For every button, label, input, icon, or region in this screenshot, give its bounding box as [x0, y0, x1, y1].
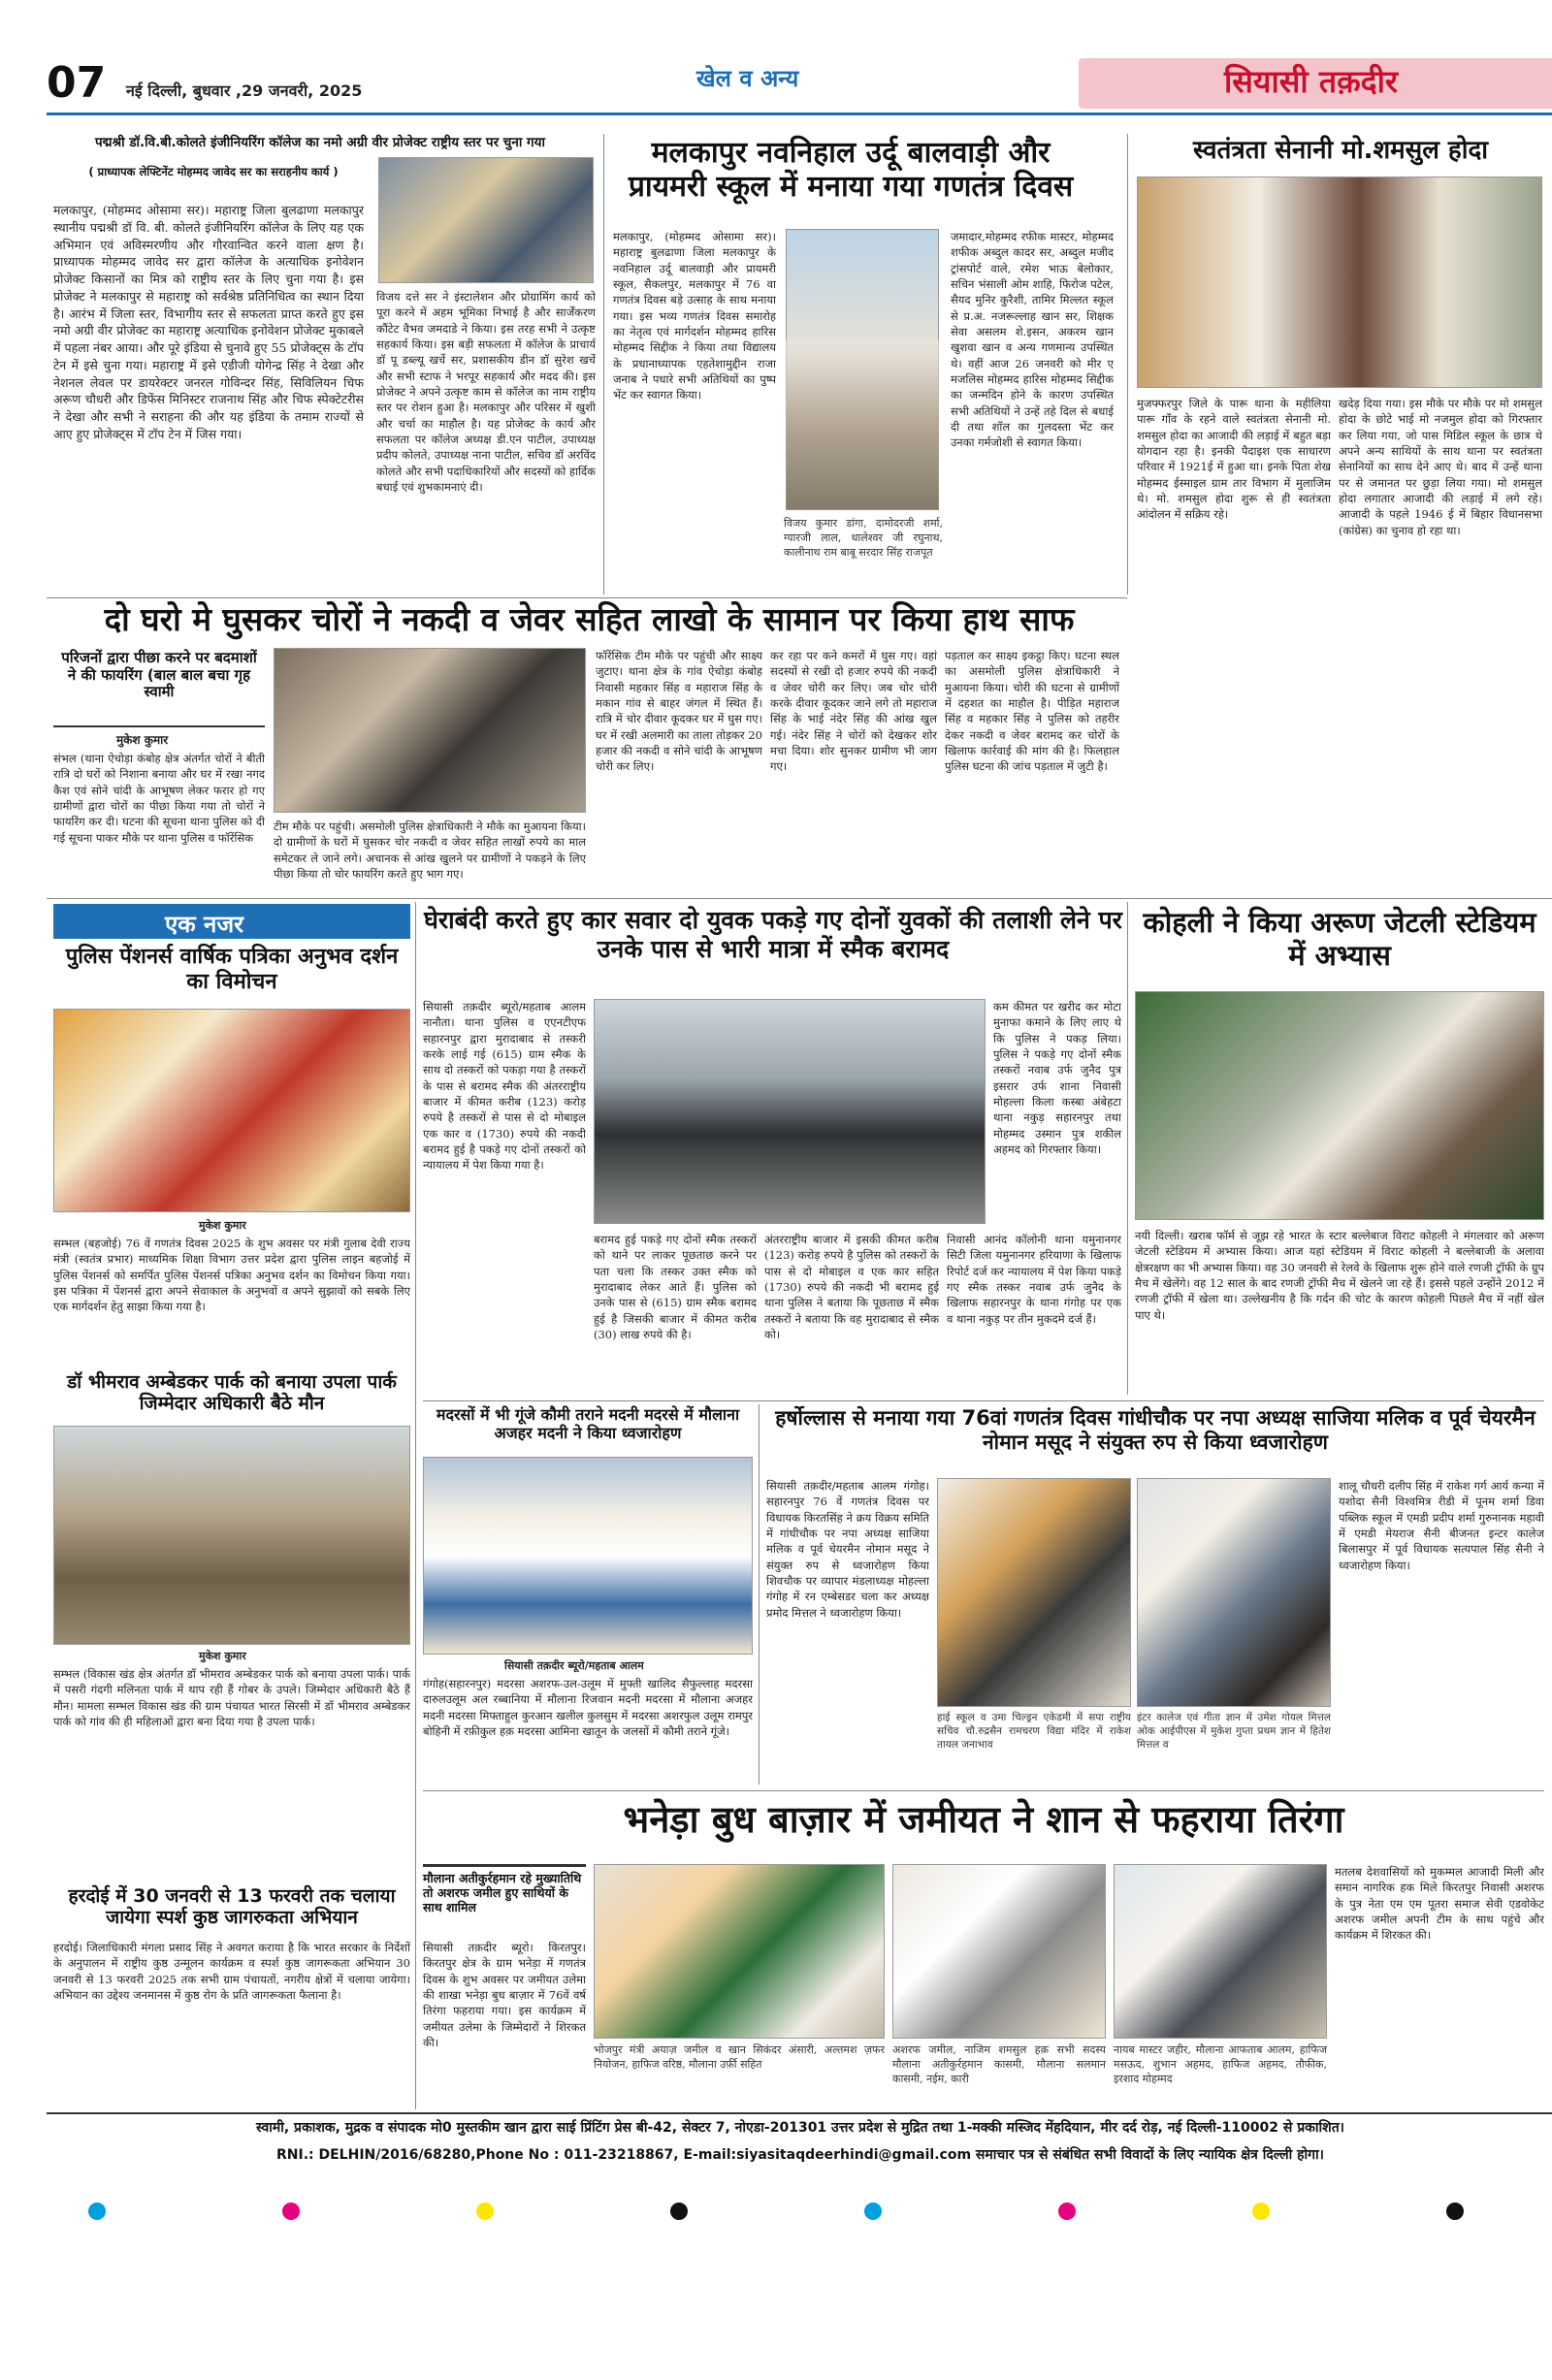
article9-caption3: नायब मास्टर जहीर, मौलाना आफताब आलम, हाफिज मसऊद, शुभान अहमद, हाफिज अहमद, तौफीक, इरशाद मोहम्मद: [1114, 2043, 1327, 2085]
article1-body-col1: मलकापुर, (मोहम्मद ओसामा सर)। महाराष्ट्र जिला बुलढाणा मलकापुर स्थानीय पद्मश्री डॉ वि. बी. कोलते इंजीनियरिंग कॉलेज के लिए यह एक अभिमान एवं अविस्मरणीय और गौरवान्वित करने वाला क्षण है। प्राध्यापक मोहम्मद जावेद सर द्वारा कॉलेज के अत्याधिक इनोवेशन प्रोजेक्ट किसानों का मित्र को राष्ट्रीय स्तर के लिए चुना गया है। इस प्रोजेक्ट ने मलकापुर से महाराष्ट्र को सर्वश्रेष्ठ प्रतिनिधित्व का स्थान दिया है। आरंभ में जिला स्तर, विभागीय स्तर से सफलता प्राप्त करते हुए इस नमो अग्री वीर प्रोजेक्ट का महाराष्ट्र अत्याधिक इनोवेशन प्रोजेक्ट मुकाबले में पहला नंबर आया। और पूरे इंडिया से चुनावे हुए 55 प्रोजेक्ट्स के टॉप टेन में इसे चुना गया। महाराष्ट्र में इसे एडीजी योगेन्द्र सिंह ने देखा और नेशनल लेवल पर डायरेक्टर जनरल गोविन्दर सिंह, सिविलियन चिफ अरूण चौधरी और डिफेंस मिनिस्टर राजनाथ सिंह और चिफ स्पेक्टेटरीस ने देखा और सभी ने सराहना की और यह इंडिया के तमाम राज्यों से आए हुए प्रोजेक्ट्स में टॉप टेन में जिस गया।: [53, 203, 364, 441]
article3-body-col2: खदेड़ दिया गया। इस मौके पर मौके पर मो शमसुल होदा के छोटे भाई मो नजमुल होदा को गिरफ्तार कर लिया गया, जो पास मिडिल स्कूल के छात्र थे अपने अन्य साथियों के साथ थाना पर स्वतंत्रता सेनानियों का साथ देने आए थे। बाद में उन्हें थाना पर से जमानत पर छुड़ा लिया गया। मो शमसुल होदा लगातार आजादी की लड़ाई में लगे रहे। आजादी के पहले 1946 ई में बिहार विधानसभा (कांग्रेस) का चुनाव हो रहा था।: [1339, 397, 1542, 537]
article3-body-col1: मुजफ्फरपुर जिले के पारू थाना के महीलिया पारू गाँव के रहने वाले स्वतंत्रता सेनानी मो. शमसुल होदा का आजादी की लड़ाई में बहुत बड़ा योगदान रहा है। इनकी पैदाइश एक साधारण परिवार में 1921ई में हुआ था। इनके पिता शेख मोहम्मद ईस्माइल ग्राम तार विभाग में मुलाजिम थे। मो. शमसुल होदा शुरू से ही स्वतंत्रता आंदोलन में सक्रिय रहे।: [1137, 397, 1331, 522]
ek-nazar-byline2: मुकेश कुमार: [199, 1650, 246, 1662]
divider: [423, 1790, 1544, 1791]
footer-rni: RNI.: DELHIN/2016/68280,Phone No : 011-23218867, E-mail:siyasitaqdeerhindi@gmail.com समाचार पत्र से संबंधित सभी विवादों के लिए न्यायिक क्षेत्र दिल्ली होगा।: [276, 2147, 1324, 2163]
divider: [423, 1400, 1544, 1401]
article2-photo2: [786, 339, 939, 510]
divider: [47, 597, 1127, 598]
article5-body-col2: कम कीमत पर खरीद कर मोटा मुनाफा कमाने के लिए लाए थे कि पुलिस ने पकड़ लिया। पुलिस ने पकड़े गए दोनों स्मैक तस्करों नवाब उर्फ जुनैद पुत्र इसरार उर्फ शाना निवासी मोहल्ला किला कस्बा अंबेहटा थाना नकुड़ सहारनपुर तथा मोहम्मद उस्मान पुत्र शकील अहमद को गिरफ्तार किया।: [993, 1000, 1121, 1156]
article9-photo1: [594, 1864, 885, 2039]
article4-photo: [274, 648, 586, 813]
article4-body-col1: संभल (थाना ऐचोड़ा कंबोह क्षेत्र अंतर्गत चोरों ने बीती रात्रि दो घरों को निशाना बनाया और घर में रखा नगद कैश एवं सोने चांदी के आभूषण लेकर फरार हो गए ग्रामीणों द्वारा चोरों का पीछा किया गया तो चोरों ने फायरिंग कर दी। घटना की सूचना थाना पुलिस को दी गई सूचना पाकर मौके पर थाना पुलिस व फॉरेंसिक: [53, 752, 265, 845]
ek-nazar-photo1: [53, 1009, 410, 1212]
article5-body-col5: निवासी आनंद कॉलोनी थाना यमुनानगर सिटी जिला यमुनानगर हरियाणा के खिलाफ रिपोर्ट दर्ज कर न्यायालय में पेश किया पकड़े गए स्मैक तस्कर नवाब उर्फ जुनैद के खिलाफ सहारनपुर के थाना गंगोह पर एक व थाना नकुड़ पर तीन मुकदमे दर्ज हैं।: [947, 1233, 1121, 1326]
article7-headline: मदरसों में भी गूंजे कौमी तराने मदनी मदरसे में मौलाना अजहर मदनी ने किया ध्वजारोहण: [436, 1405, 740, 1442]
article9-headline: भनेड़ा बुध बाज़ार में जमीयत ने शान से फहराया तिरंगा: [623, 1798, 1344, 1841]
article9-sidebar-title: मौलाना अतीकुर्रहमान रहे मुख्यातिथि तो अशरफ जमील हुए साथियों के साथ शामिल: [423, 1871, 582, 1914]
article4-byline: मुकेश कुमार: [116, 733, 169, 747]
header-rule: [47, 113, 1552, 115]
article5-headline: घेराबंदी करते हुए कार सवार दो युवक पकड़े गए दोनों युवकों की तलाशी लेने पर उनके पास से भारी मात्रा में स्मैक बरामद: [424, 906, 1122, 963]
article3-headline: स्वतंत्रता सेनानी मो.शमसुल होदा: [1192, 136, 1489, 165]
masthead-bar: [0, 0, 1552, 114]
page-number: 07: [47, 58, 107, 108]
article5-body-col4: अंतरराष्ट्रीय बाजार में इसकी कीमत करीब (123) करोड़ रुपये है पुलिस को तस्करों के पास से दो मोबाइल व एक कार सहित (1730) रुपये की नकदी भी बरामद हुई थाना पुलिस ने बताया कि पूछताछ में स्मैक तस्करों ने बताया कि वह मुरादाबाद से स्मैक को।: [764, 1233, 939, 1341]
ek-nazar-headline3: हरदोई में 30 जनवरी से 13 फरवरी तक चलाया जायेगा स्पर्श कुष्ठ जागरुकता अभियान: [68, 1885, 396, 1929]
divider: [415, 902, 416, 2109]
ek-nazar-headline2: डॉ भीमराव अम्बेडकर पार्क को बनाया उपला पार्क जिम्मेदार अधिकारी बैठे मौन: [67, 1371, 397, 1415]
print-registration-strip: [0, 2182, 1552, 2240]
article8-caption2: इंटर कालेज एवं गीता ज्ञान में उमेश गोयल मित्तल ओक आईपीएस में मुकेश गुप्ता प्रथम ज्ञान में हितेश मित्तल व: [1137, 1712, 1331, 1751]
article8-photo1: [937, 1478, 1131, 1707]
article9-caption1: भोजपुर मंत्री अयाज़ जमील व खान सिकंदर अंसारी, अल्तमश ज़फर नियोजन, हाफिज वरिष्ठ, मौलाना उर्फ़ी सहित: [594, 2043, 885, 2071]
ek-nazar-tag-label: एक नजर: [165, 911, 244, 938]
article9-body1: सियासी तक़दीर ब्यूरो। किरतपुर। किरतपुर क्षेत्र के ग्राम भनेड़ा में गणतंत्र दिवस के शुभ अवसर पर जमीयत उलेमा की शाखा भनेड़ा बुध बाज़ार में 76वें वर्ष तिरंगा फहराया गया। इस कार्यक्रम में जमीयत उलेमा के जिम्मेदारों ने शिरकत की।: [423, 1941, 586, 2049]
article8-headline: हर्षोल्लास से मनाया गया 76वां गणतंत्र दिवस गांधीचौक पर नपा अध्यक्ष साजिया मलिक व पूर्व चेयरमैन नोमान मसूद ने संयुक्त रुप से किया ध्वजारोहण: [775, 1406, 1536, 1454]
ek-nazar-byline1: मुकेश कुमार: [199, 1219, 246, 1232]
article5-body-col3: बरामद हुई पकड़े गए दोनों स्मैक तस्करों को थाने पर लाकर पूछताछ करने पर पता चला कि तस्कर उक्त स्मैक को मुरादाबाद लेकर आते हैं। पुलिस को उनके पास से (615) ग्राम स्मैक बरामद हुई है जिसकी बाजार में कीमत करीब (30) लाख रुपये की है।: [594, 1233, 757, 1341]
article8-photo2: [1137, 1478, 1331, 1707]
article8-body2: शालू चौधरी दलीप सिंह में राकेश गर्ग आर्य कन्या में यशोदा सैनी विश्वमित्र रीडी में पूनम शर्मा डिवा पब्लिक स्कूल में एमडी प्रदीप शर्मा गुरुनानक महावी में एमडी मेयराज सैनी बीजनत इन्टर कालेज बिलासपुर में पूर्व विधायक सत्यपाल सिंह सैनी ने ध्वजारोहण किया।: [1339, 1479, 1544, 1572]
footer-imprint: स्वामी, प्रकाशक, मुद्रक व संपादक मो0 मुस्तकीम खान द्वारा साई प्रिंटिंग प्रेस बी-42, सेक्टर 7, नोएडा-201301 उत्तर प्रदेश से मुद्रित तथा 1-मक्की मस्जिद मेंहदियान, मीर दर्द रोड़, नई दिल्ली-110002 से प्रकाशित।: [256, 2120, 1344, 2136]
article2-body-col1: मलकापुर, (मोहम्मद ओसामा सर)। महाराष्ट्र बुलढाणा जिला मलकापुर के नवनिहाल उर्दू बालवाड़ी और प्रायमरी स्कूल, सैकलपुर, मलकापुर में 76 वा गणतंत्र दिवस बड़े उत्साह के साथ मनाया गया। इस भव्य गणतंत्र दिवस समारोह का नेतृत्व एवं मार्गदर्शन मोहम्मद हारिस मोहम्मद सिद्दीक ने किया तथा विद्यालय के प्रधानाध्यापक एहतेशामुद्दीन राजा जनाब ने पधारे सभी अतिथियों का पुष्प भेंट कर स्वागत किया।: [613, 230, 776, 402]
ek-nazar-headline1: पुलिस पेंशनर्स वार्षिक पत्रिका अनुभव दर्शन का विमोचन: [65, 945, 399, 994]
section-label: खेल व अन्य: [696, 65, 799, 92]
article4-headline: दो घरो मे घुसकर चोरों ने नकदी व जेवर सहित लाखो के सामान पर किया हाथ साफ: [104, 600, 1075, 638]
article1-photo: [378, 157, 594, 283]
brand-name: सियासी तक़दीर: [1224, 63, 1399, 100]
article8-caption1: हाई स्कूल व उमा चिल्ड्रन एकेडमी में सपा राष्ट्रीय सचिव चौ.रुद्रसैन रामचरण विद्या मंदिर में राकेश तायल जनाभाव: [937, 1712, 1131, 1751]
divider: [1127, 134, 1128, 595]
article7-photo: [423, 1457, 753, 1655]
article1-body-col2: विजय दत्ते सर ने इंस्टालेशन और प्रोग्रामिंग कार्य को पूरा करने में अहम भूमिका निभाई है और सार्जेंकरण कौंटेट वैभव जमदाडे ने किया। इस तरह सभी ने उत्कृष्ट सहकार्य किया। इस बड़ी सफलता में कॉलेज के प्राचार्य डॉ पू डब्ल्यू खर्चे सर, प्रशासकीय डीन डॉ सुरेश खर्चे और सभी स्टाफ ने भरपूर सहकार्य और मदद की। इस प्रोजेक्ट ने अपने उत्कृष्ट काम से कॉलेज का नाम राष्ट्रीय स्तर पर रोशन हुआ है। मलकापुर और परिसर में खुशी और चर्चा का माहौल है। यह प्रोजेक्ट के कार्य और सफलता पर कॉलेज अध्यक्ष डी.एन पाटील, उपाध्यक्ष प्रदीप कोलते, उपाध्यक्ष नाना पाटील, सचिव डॉ अरविंद कोलते और सभी पदाधिकारियों और सदस्यों को हार्दिक बधाई एवं शुभकामनाएं दी।: [376, 290, 596, 494]
ek-nazar-body1: सम्भल (बहजोई) 76 वें गणतंत्र दिवस 2025 के शुभ अवसर पर मंत्री गुलाब देवी राज्य मंत्री (स्वतंत्र प्रभार) माध्यमिक शिक्षा विभाग उत्तर प्रदेश द्वारा पुलिस लाइन बहजोई में पुलिस पेंशनर्स को समर्पित पुलिस पेंशनर्स पत्रिका अनुभव दर्शन का विमोचन किया गया। इस पत्रिका में पेंशनर्स द्वारा अपने सेवाकाल के अनुभवों व अपने सुझावों को सबके लिए एक मार्गदर्शन हेतु साझा किया गया है।: [53, 1237, 410, 1314]
article2-photo-caption: विजय कुमार डांगा, दामोदरजी शर्मा, ग्यारजी लाल, धालेश्वर जी रघुनाथ, कालीनाथ राम बाबू सरदार सिंह राजपूत: [784, 517, 943, 559]
article7-caption: सियासी तक़दीर ब्यूरो/महताब आलम: [504, 1659, 644, 1672]
article5-body-col1: सियासी तक़दीर ब्यूरो/महताब आलम नानौता। थाना पुलिस व एएनटीएफ सहारनपुर द्वारा मुरादाबाद से तस्करी करके लाई गई (615) ग्राम स्मैक के साथ दो तस्करों को पकड़ा गया है तस्करों के पास से बरामद स्मैक की अंतरराष्ट्रीय बाजार में कीमत करीब (123) करोड़ रुपये है तस्करों से पास से दो मोबाइल एक कार व (1730) रुपये की नकदी बरामद हुई है पकड़े गए दोनों तस्करों को न्यायालय में पेश किया गया है।: [423, 1000, 586, 1173]
article9-photo2: [892, 1864, 1106, 2039]
article9-body2: मतलब देशवासियों को मुकम्मल आजादी मिली और समान नागरिक हक मिले किरतपुर निवासी अशरफ के पुत्र नेता एम एम पूतरा समाज सेवी एडवोकेट अशरफ जमील अपनी टीम के साथ पहुंचे और कार्यक्रम में शिरकत की।: [1335, 1865, 1544, 1943]
divider: [1127, 902, 1128, 1395]
article2-headline: मलकापुर नवनिहाल उर्दू बालवाड़ी और प्रायमरी स्कूल में मनाया गया गणतंत्र दिवस: [628, 136, 1074, 205]
article6-photo: [1135, 991, 1544, 1220]
article7-body: गंगोह(सहारनपुर) मदरसा अशरफ-उल-उलूम में मुफ्ती खालिद सैफुल्लाह मदरसा दारुलउलूम अल रब्बानिया में मौलाना रिजवान मदनी मदरसा में मौलाना अजहर मदनी मदरसा मिफ्ताहुल कुरआन खलील कुलसुम में मदरसा अशरफुल उलूम रामपुर बोहिनी में रफ़ीकुल हक़ मदरसा आमिना खातून के जलसों में कौमी तराने गूंजे।: [423, 1677, 753, 1738]
article6-headline: कोहली ने किया अरूण जेटली स्टेडियम में अभ्यास: [1143, 906, 1536, 973]
ek-nazar-body3: हरदोई। जिलाधिकारी मंगला प्रसाद सिंह ने अवगत कराया है कि भारत सरकार के निर्देशों के अनुपालन में राष्ट्रीय कुष्ठ उन्मूलन कार्यक्रम व स्पर्श कुष्ठ जागरूकता अभियान 30 जनवरी से 13 फरवरी 2025 तक सभी ग्राम पंचायतों, नगरीय क्षेत्रों में चलाया जायेगा। अभियान का उद्देश्य जनमानस में कुष्ठ रोग के प्रति जागरूकता फैलाना है।: [53, 1941, 410, 2002]
article6-body: नयी दिल्ली। खराब फॉर्म से जूझ रहे भारत के स्टार बल्लेबाज विराट कोहली ने मंगलवार को अरूण जेटली स्टेडियम में अभ्यास किया। आज यहां स्टेडियम में विराट कोहली ने बल्लेबाजी के अलावा क्षेत्ररक्षण का भी अभ्यास किया। वह 30 जनवरी से रेलवे के खिलाफ शुरू होने वाले रणजी ट्रॉफी के ग्रुप मैच में खेलेंगे। वह 12 साल के बाद रणजी ट्रॉफी मैच में खेलने जा रहे हैं। इससे पहले उन्होंने 2012 में रणजी ट्रॉफी में खेला था। उल्लेखनीय है कि गर्दन की चोट के कारण कोहली पिछले मैच में नहीं खेल पाए थे।: [1135, 1229, 1544, 1322]
article1-headline: पद्मश्री डॉ.वि.बी.कोलते इंजीनियरिंग कॉलेज का नमो अग्री वीर प्रोजेक्ट राष्ट्रीय स्तर पर चुना गया: [95, 135, 545, 150]
article4-body-col2: टीम मौके पर पहुंची। असमोली पुलिस क्षेत्राधिकारी ने मौके का मुआयना किया। दो ग्रामीणों के घरों में घुसकर चोर नकदी व जेवर सहित लाखों रुपये का माल समेटकर ले जाने लगे। अचानक से आंख खुलने पर ग्रामीणों ने पकड़ने के लिए पीछा किया तो चोर फायरिंग करते हुए भाग गए।: [274, 820, 586, 881]
divider: [759, 1404, 760, 1785]
ek-nazar-body2: सम्भल (विकास खंड क्षेत्र अंतर्गत डॉ भीमराव अम्बेडकर पार्क को बनाया उपला पार्क। पार्क में पसरी गंदगी मलिनता पार्क में थाप रही हैं गोबर के उपले। जिम्मेदार अधिकारी बैठे हैं मौन। मामला सम्भल विकास खंड की ग्राम पंचायत भारत सिरसी में डॉ भीमराव अम्बेडकर पार्क को गांव की ही महिलाओं द्वारा बना दिया गया है उपला पार्क।: [53, 1667, 410, 1728]
article1-subhead: ( प्राध्यापक लेफ्टिनेंट मोहम्मद जावेद सर का सराहनीय कार्य ): [88, 165, 339, 178]
article9-photo3: [1114, 1864, 1327, 2039]
ek-nazar-photo2: [53, 1426, 410, 1645]
article2-body-col2: जमादार,मोहम्मद रफीक मास्टर, मोहम्मद शफीक अब्दुल कादर सर, अब्दुल मजीद ट्रांसपोर्ट वाले, रमेश भाऊ बेलोकार, सचिन भंसाली ओम शाहि, फिरोज पटेल, सैयद मुनिर कुरैशी, तामिर मिल्लत स्कूल से प्र.अ. नजरूल्लाह खान सर, शिक्षक सेवा असलम शे.इसन, अकरम खान खुशवा खान व अन्य गणमान्य उपस्थित थे। वहीं आज 26 जनवरी को मीर ए मजलिस मोहम्मद हारिस मोहम्मद सिद्दीक का जन्मदिन होने के कारण उपस्थित सभी अतिथियों ने उन्हें तहे दिल से बधाई दी तथा शॉल का गुलदस्ता भेंट कर उनका गर्मजोशी से स्वागत किया।: [951, 230, 1114, 450]
divider: [47, 898, 1552, 899]
article4-side-headline: परिजनों द्वारा पीछा करने पर बदमाशों ने की फायरिंग (बाल बाल बचा गृह स्वामी: [61, 649, 257, 701]
article4-body-col5: पड़ताल कर साक्ष्य इकट्ठा किए। घटना स्थल का असमोली पुलिस क्षेत्राधिकारी ने मुआयना किया। चोरी की घटना से ग्रामीणों में दहशत का माहौल है। पीड़ित महाराज सिंह व महकार सिंह ने पुलिस को तहरीर देकर नकदी व जेवर बरामद कर चोरों के खिलाफ कार्रवाई की मांग की है। फिलहाल पुलिस घटना की जांच पड़ताल में जुटी है।: [945, 649, 1119, 774]
article5-photo: [594, 999, 986, 1224]
article4-body-col3: फॉरेंसिक टीम मौके पर पहुंची और साक्ष्य जुटाए। थाना क्षेत्र के गांव ऐचोड़ा कंबोह निवासी महकार सिंह व महाराज सिंह के मकान गांव से बाहर जंगल में स्थित हैं। रात्रि में चोर दीवार कूदकर घर में घुस गए। घर में रखी अलमारी का ताला तोड़कर 20 हजार की नकदी व सोने चांदी के आभूषण चोरी कर लिए।: [596, 649, 762, 774]
article8-body1: सियासी तक़दीर/महताब आलम गंगोह। सहारनपुर 76 वें गणतंत्र दिवस पर विधायक किरतसिंह ने क्रय विक्रय समिति में गांधीचौक पर नपा अध्यक्ष साजिया मलिक व पूर्व चेयरमैन नोमान मसूद ने संयुक्त रुप से ध्वजारोहण किया शिवचौक पर व्यापार मंडलाध्यक्ष मोहल्ला गंगोह में रन एम्बेसडर चला कर अध्यक्ष प्रमोद मित्तल ने ध्वजारोहण किया।: [766, 1479, 929, 1620]
divider: [603, 134, 604, 595]
article3-photo: [1137, 177, 1542, 388]
article4-body-col4: कर रहा पर कने कमरों में घुस गए। वहां सदस्यों से रखी दो हजार रुपये की नकदी व जेवर चोरी कर लिए। जब चोर चोरी करके दीवार कूदकर जाने लगे तो महाराज सिंह के भाई नंदेर सिंह की आंख खुल गई। नंदेर सिंह ने चोरों को देखकर शोर मचा दिया। शोर सुनकर ग्रामीण भी जाग गए।: [770, 649, 937, 774]
footer-rule: [47, 2112, 1552, 2114]
article9-caption2: अशरफ जमील, नाजिम शमसुल हक़ सभी सदस्य मौलाना अतीकुर्रहमान कासमी, मौलाना सलमान कासमी, नईम, कारी: [892, 2043, 1106, 2085]
dateline: नई दिल्ली, बुधवार ,29 जनवरी, 2025: [126, 81, 363, 100]
